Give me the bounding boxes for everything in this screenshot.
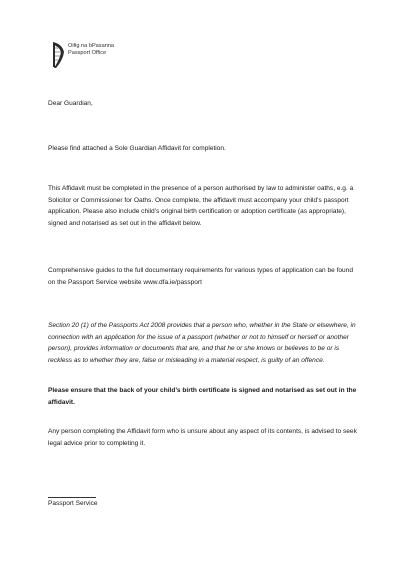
harp-icon <box>50 40 66 70</box>
paragraph-legal-warning: Section 20 (1) of the Passports Act 2008 provides that a person who, whether in the State or elsewhere, in connection with an application for the issue of a passport (whether or not to himself or herself or another person), provides information or documents that are, and that he or she knows or believes to be or is reckless as to whether they are, false or misleading in a material respect, is guilty of an offence. <box>48 322 356 364</box>
paragraph-intro: Please find attached a Sole Guardian Affidavit for completion. <box>48 145 226 152</box>
org-name <box>68 43 114 56</box>
org-name-english: Passport Office <box>68 49 107 56</box>
paragraph-birth-certificate-notice: Please ensure that the back of your child’s birth certificate is signed and notarised as set out in the affidavit. <box>48 387 357 406</box>
signature: Passport Service <box>48 500 98 507</box>
passport-office-logo <box>50 40 150 88</box>
paragraph-legal-advice: Any person completing the Affidavit form who is unsure about any aspect of its contents, is advised to seek legal advice prior to completing it. <box>48 428 357 447</box>
paragraph-guides: Comprehensive guides to the full documentary requirements for various types of application can be found on the Passport Service website www.dfa.ie/passport <box>48 267 353 286</box>
salutation: Dear Guardian, <box>48 100 93 107</box>
org-name-irish: Oifig na bPasanna <box>68 43 115 49</box>
paragraph-affidavit-requirements: This Affidavit must be completed in the presence of a person authorised by law to administer oaths, e.g. a Solicitor or Commissioner for Oaths. Once complete, the affidavit must accompany your child’s passport application. Please also include child’s original birth certification or adoption certificate (as appropriate), signed and notarised as set out in the affidavit below. <box>48 185 354 227</box>
